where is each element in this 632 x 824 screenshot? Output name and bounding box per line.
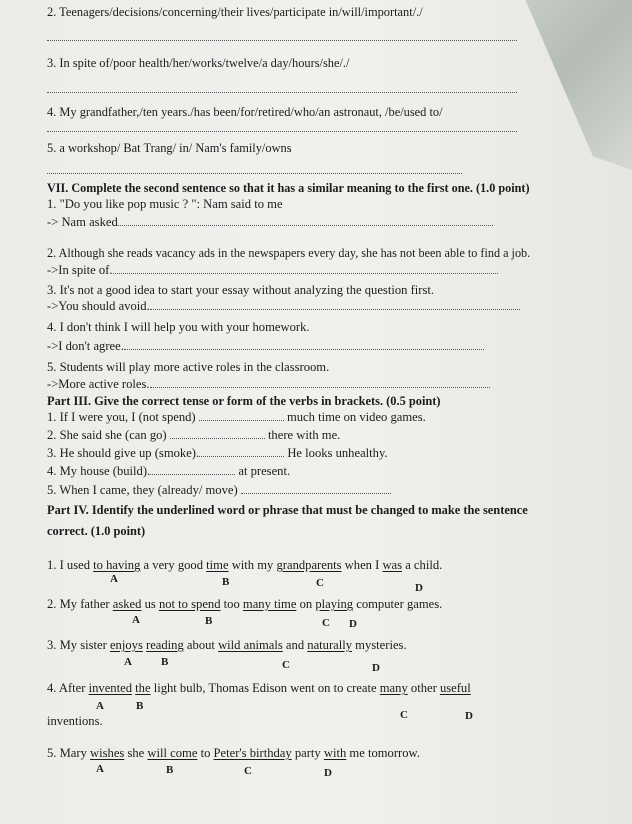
option-a[interactable]: asked: [112, 597, 142, 611]
label-d: D: [349, 618, 357, 630]
part7-q4: 4. I don't think I will help you with your homework.: [47, 320, 310, 334]
label-a: A: [96, 763, 104, 775]
part4-title: Part IV. Identify the underlined word or phrase that must be changed to make the sentence: [47, 503, 528, 517]
answer-blank[interactable]: [150, 298, 520, 310]
part3-q3: 3. He should give up (smoke). He looks unhealthy.: [47, 446, 388, 460]
label-c: C: [316, 577, 324, 589]
part4-q4-cont: inventions.: [47, 714, 103, 728]
part3-q5: 5. When I came, they (already/ move): [47, 482, 391, 498]
part4-title-cont: correct. (1.0 point): [47, 524, 146, 538]
label-c: C: [322, 617, 330, 629]
label-a: A: [132, 614, 140, 626]
part3-title: Part III. Give the correct tense or form of the verbs in brackets. (0.5 point): [47, 394, 441, 408]
part4-q2: 2. My father asked us not to spend too many time on playing computer games.: [47, 597, 443, 611]
option-a[interactable]: invented: [88, 681, 132, 695]
part4-q3: 3. My sister enjoys reading about wild animals and naturally mysteries.: [47, 638, 407, 652]
part2-item-5: 5. a workshop/ Bat Trang/ in/ Nam's family/owns: [47, 141, 292, 155]
answer-blank[interactable]: [113, 262, 498, 274]
answer-blank[interactable]: [150, 463, 235, 475]
part7-q5: 5. Students will play more active roles in the classroom.: [47, 360, 330, 374]
page-corner-shadow: [502, 0, 632, 170]
option-c[interactable]: Peter's birthday: [213, 746, 292, 760]
part4-q4: 4. After invented the light bulb, Thomas Edison went on to create many other useful: [47, 681, 471, 695]
answer-line: [47, 173, 462, 174]
part4-q5: 5. Mary wishes she will come to Peter's birthday party with me tomorrow.: [47, 746, 420, 760]
answer-blank[interactable]: [150, 376, 490, 388]
label-b: B: [161, 656, 169, 668]
label-d: D: [372, 662, 380, 674]
label-b: B: [136, 700, 144, 712]
label-b: B: [205, 615, 213, 627]
part2-item-2: 2. Teenagers/decisions/concerning/their lives/participate in/will/important/./: [47, 5, 423, 19]
option-b[interactable]: the: [135, 681, 151, 695]
label-c: C: [400, 709, 408, 721]
option-b[interactable]: will come: [147, 746, 198, 760]
answer-blank[interactable]: [170, 427, 265, 439]
part3-q1: 1. If I were you, I (not spend) much time on video games.: [47, 410, 426, 424]
answer-line: [47, 131, 517, 132]
label-d: D: [465, 710, 473, 722]
option-d[interactable]: was: [382, 558, 403, 572]
answer-blank[interactable]: [241, 482, 391, 494]
label-c: C: [244, 765, 252, 777]
answer-blank[interactable]: [199, 409, 284, 421]
option-c[interactable]: wild animals: [218, 638, 283, 652]
part7-q2: 2. Although she reads vacancy ads in the newspapers every day, she has not been able to find a job.: [47, 246, 531, 260]
option-c[interactable]: many: [379, 681, 408, 695]
label-d: D: [324, 767, 332, 779]
part3-q2: 2. She said she (can go) there with me.: [47, 428, 341, 442]
option-a[interactable]: wishes: [90, 746, 125, 760]
part7-q4-cue: ->I don't agree.: [47, 338, 484, 354]
answer-blank[interactable]: [199, 445, 284, 457]
label-c: C: [282, 659, 290, 671]
part7-q1-cue: -> Nam asked: [47, 214, 493, 230]
option-a[interactable]: to having: [93, 558, 141, 572]
part7-q2-cue: ->In spite of.: [47, 262, 498, 278]
answer-line: [47, 40, 517, 41]
option-d[interactable]: naturally: [307, 638, 353, 652]
option-d[interactable]: useful: [439, 681, 471, 695]
option-d[interactable]: with: [323, 746, 347, 760]
option-d[interactable]: playing: [315, 597, 354, 611]
label-b: B: [166, 764, 174, 776]
answer-line: [47, 92, 517, 93]
option-b[interactable]: not to spend: [158, 597, 221, 611]
option-a[interactable]: enjoys: [109, 638, 143, 652]
part7-q3: 3. It's not a good idea to start your essay without analyzing the question first.: [47, 283, 435, 297]
part2-item-4: 4. My grandfather,/ten years./has been/for/retired/who/an astronaut, /be/used to/: [47, 105, 443, 119]
label-d: D: [415, 582, 423, 594]
part7-q1: 1. "Do you like pop music ? ": Nam said to me: [47, 197, 283, 211]
part7-q5-cue: ->More active roles.: [47, 376, 490, 392]
label-a: A: [110, 573, 118, 585]
label-a: A: [96, 700, 104, 712]
answer-blank[interactable]: [124, 338, 484, 350]
label-b: B: [222, 576, 230, 588]
part4-q1: 1. I used to having a very good time with my grandparents when I was a child.: [47, 558, 443, 572]
part3-q4: 4. My house (build). at present.: [47, 464, 291, 478]
option-c[interactable]: grandparents: [276, 558, 342, 572]
option-b[interactable]: reading: [146, 638, 184, 652]
part7-title: VII. Complete the second sentence so that it has a similar meaning to the first one. (1.0 point): [47, 181, 530, 195]
answer-blank[interactable]: [118, 214, 493, 226]
label-a: A: [124, 656, 132, 668]
part7-q3-cue: ->You should avoid.: [47, 298, 520, 314]
option-c[interactable]: many time: [242, 597, 297, 611]
option-b[interactable]: time: [206, 558, 229, 572]
part2-item-3: 3. In spite of/poor health/her/works/twelve/a day/hours/she/./: [47, 56, 350, 70]
